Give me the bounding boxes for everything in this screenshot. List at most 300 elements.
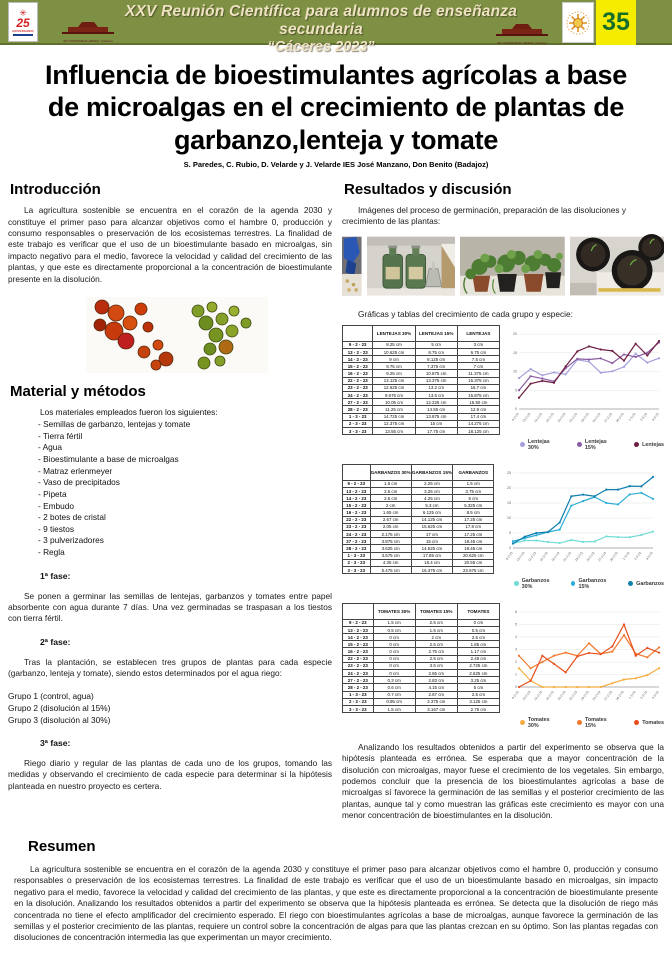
svg-text:24-2-23: 24-2-23 [591, 689, 602, 702]
value-cell: 9 cm [373, 356, 415, 363]
legend-dot-icon [634, 720, 639, 725]
svg-text:13-2-23: 13-2-23 [521, 411, 532, 424]
fase1-heading: 1ª fase: [40, 570, 71, 581]
poster-title-line2: de microalgas en el crecimiento de plantas de [47, 92, 625, 123]
value-cell: 3.5 cm [415, 662, 457, 669]
legend-item [514, 578, 555, 590]
value-cell: 3 cm [457, 341, 499, 348]
value-cell: 5.325 cm [453, 502, 494, 509]
legend-dot-icon [628, 581, 633, 586]
svg-text:22-2-23: 22-2-23 [562, 550, 573, 563]
value-cell: 5 cm [457, 684, 499, 691]
svg-text:16-2-23: 16-2-23 [556, 411, 567, 424]
table-row [343, 559, 494, 566]
value-cell: 1.65 cm [370, 509, 411, 516]
value-cell: 15.625 cm [411, 523, 452, 530]
value-cell: 2.5 cm [370, 495, 411, 502]
tomates-chart [506, 607, 664, 729]
value-cell: 3.167 cm [415, 705, 457, 712]
table-row [343, 670, 500, 677]
value-cell: 12.625 cm [373, 384, 415, 391]
value-cell: 7.375 cm [415, 363, 457, 370]
svg-text:15-2-23: 15-2-23 [544, 411, 555, 424]
value-cell: 10.625 cm [373, 348, 415, 355]
introduccion-text: La agricultura sostenible se encuentra en el corazón de la agenda 2030 y constituye el primer paso para alcanzar objetivos como el hambre 0, producción y consumo responsables o preservación de los ecosistemas terrestres. La finalidad de este trabajo es verificar que el uso de un bioestimulante basado en microalgas, sin impacto negativo para el medio, favorece la velocidad y calidad del crecimiento de las plantas, y que este es directamente proporcional a la concentración de bioestimulante presente en la disolución. [8, 205, 332, 284]
table-row [343, 698, 500, 705]
table-row [343, 363, 500, 370]
growth-data-table [342, 325, 500, 435]
table-header-cell [343, 603, 374, 619]
legend-dot-icon [634, 442, 639, 447]
fase2-text: Tras la plantación, se establecen tres grupos de plantas para cada especie (garbanzo, lenteja y tomate), siendo estos determinados por el agua riego: [8, 656, 332, 679]
date-cell: 15 - 2 - 23 [343, 641, 374, 648]
value-cell: 0.3 cm [373, 677, 415, 684]
value-cell: 4.25 cm [411, 495, 452, 502]
table-row [343, 552, 494, 559]
value-cell: 2.625 cm [457, 670, 499, 677]
svg-text:5: 5 [515, 388, 517, 393]
material-item: - Vaso de precipitados [38, 477, 120, 488]
date-cell: 28 - 2 - 23 [343, 545, 371, 552]
anniversary-bar [13, 34, 33, 36]
left-column [8, 181, 332, 822]
garbanzos-chart [500, 468, 664, 590]
legend-item [577, 439, 618, 451]
groups-list [8, 690, 332, 726]
value-cell: 2.375 cm [415, 698, 457, 705]
material-intro: Los materiales empleados fueron los siguientes: [40, 407, 218, 418]
value-cell: 7 cm [457, 363, 499, 370]
svg-text:3-3-23: 3-3-23 [650, 689, 660, 700]
value-cell: 8.75 cm [415, 348, 457, 355]
value-cell: 13.2 cm [415, 384, 457, 391]
resultados-heading: Resultados y discusión [344, 181, 512, 199]
legend-label: Tomates [642, 719, 664, 726]
value-cell: 5.475 cm [370, 566, 411, 573]
resumen-section [0, 838, 672, 944]
chart-legend [520, 717, 664, 729]
svg-text:23-2-23: 23-2-23 [579, 689, 590, 702]
svg-text:15-2-23: 15-2-23 [544, 689, 555, 702]
svg-text:5: 5 [509, 530, 512, 535]
svg-text:23-2-23: 23-2-23 [579, 411, 590, 424]
svg-text:14-2-23: 14-2-23 [533, 411, 544, 424]
svg-text:24-2-23: 24-2-23 [591, 411, 602, 424]
group-item: Grupo 3 (disolución al 30%) [8, 714, 111, 725]
svg-text:20: 20 [513, 331, 517, 336]
date-cell: 1 - 3 - 23 [343, 552, 371, 559]
table-row [343, 566, 494, 573]
value-cell: 2.725 cm [457, 662, 499, 669]
material-item: - Matraz erlenmeyer [38, 465, 113, 476]
value-cell: 3.75 cm [453, 487, 494, 494]
value-cell: 16.375 cm [411, 566, 452, 573]
date-cell: 15 - 2 - 23 [343, 363, 373, 370]
table-row [343, 341, 500, 348]
value-cell: 14.275 cm [457, 420, 499, 427]
value-cell: 8.25 cm [373, 341, 415, 348]
event-title-line1: XXV Reunión Científica para alumnos de enseñanza secundaria [124, 3, 518, 38]
value-cell: 5.3 cm [411, 502, 452, 509]
value-cell: 16.7 cm [457, 384, 499, 391]
fase3-text: Riego diario y regular de las plantas de cada uno de los grupos, tomando las medidas y observando el crecimiento de cada especie para determinar si la hipótesis planteada en nuestro proyecto es certera. [8, 757, 332, 791]
value-cell: 13.55 cm [373, 427, 415, 434]
value-cell: 0.5 cm [373, 626, 415, 633]
value-cell: 2.45 cm [457, 655, 499, 662]
value-cell: 19.45 cm [453, 545, 494, 552]
legend-item [628, 581, 664, 587]
anniversary-logo [8, 2, 38, 42]
legend-item [571, 578, 612, 590]
date-cell: 13 - 2 - 23 [343, 487, 371, 494]
svg-text:0: 0 [515, 406, 517, 411]
date-cell: 3 - 3 - 23 [343, 705, 374, 712]
value-cell: 17.25 cm [453, 531, 494, 538]
date-cell: 22 - 2 - 23 [343, 377, 373, 384]
table-row [343, 480, 494, 487]
line-chart [506, 607, 664, 711]
date-cell: 14 - 2 - 23 [343, 356, 373, 363]
building-icon [62, 22, 114, 35]
date-cell: 2 - 3 - 23 [343, 698, 374, 705]
material-item: - Embudo [38, 500, 74, 511]
svg-text:24-2-23: 24-2-23 [585, 550, 596, 563]
svg-text:15-2-23: 15-2-23 [539, 550, 550, 563]
date-cell: 16 - 2 - 23 [343, 648, 374, 655]
table-row [343, 427, 500, 434]
svg-text:9-2-23: 9-2-23 [505, 550, 515, 561]
table-row [343, 487, 494, 494]
date-cell: 9 - 2 - 23 [343, 619, 374, 626]
date-cell: 1 - 3 - 23 [343, 691, 374, 698]
fase1-text: Se ponen a germinar las semillas de lentejas, garbanzos y tomates entre papel absorbente con agua durante 7 días. Una vez germinadas se traspasan a los tiestos con tierra fértil. [8, 590, 332, 624]
date-cell: 22 - 2 - 23 [343, 516, 371, 523]
school-logo-left [62, 22, 114, 43]
value-cell: 18.125 cm [457, 427, 499, 434]
date-cell: 27 - 2 - 23 [343, 538, 371, 545]
date-cell: 3 - 3 - 23 [343, 427, 373, 434]
svg-text:6: 6 [515, 609, 517, 614]
value-cell: 0 cm [373, 641, 415, 648]
legend-item [577, 717, 618, 729]
svg-text:28-2-23: 28-2-23 [614, 411, 625, 424]
legend-dot-icon [571, 581, 575, 586]
date-cell: 14 - 2 - 23 [343, 495, 371, 502]
value-cell: 3.875 cm [370, 538, 411, 545]
material-item: - Regla [38, 546, 65, 557]
table-row [343, 509, 494, 516]
svg-text:13-2-23: 13-2-23 [515, 550, 526, 563]
value-cell: 2.67 cm [415, 691, 457, 698]
value-cell: 3.25 cm [457, 677, 499, 684]
value-cell: 1.5 cm [453, 480, 494, 487]
value-cell: 12.9 cm [457, 406, 499, 413]
date-cell: 24 - 2 - 23 [343, 531, 371, 538]
value-cell: 2.5 cm [415, 641, 457, 648]
value-cell: 17.85 cm [411, 552, 452, 559]
process-photos [342, 233, 664, 299]
table-header-cell: TOMATES 15% [415, 603, 457, 619]
resumen-heading: Resumen [28, 837, 96, 855]
poster-title-line3: garbanzo,lenteja y tomate [173, 124, 499, 155]
svg-text:10: 10 [513, 369, 517, 374]
legend-dot-icon [520, 720, 525, 725]
value-cell: 3.575 cm [370, 552, 411, 559]
growth-data-table [342, 603, 500, 713]
legend-dot-icon [514, 581, 518, 586]
svg-text:28-2-23: 28-2-23 [609, 550, 620, 563]
value-cell: 17.4 cm [457, 413, 499, 420]
value-cell: 15.875 cm [457, 392, 499, 399]
poster-title-line1: Influencia de bioestimulantes agrícolas a base [45, 60, 627, 90]
value-cell: 1.17 cm [457, 648, 499, 655]
table-row [343, 348, 500, 355]
table-header-cell: LENTEJAS 30% [373, 325, 415, 341]
value-cell: 2.83 cm [415, 677, 457, 684]
material-item: - 9 tiestos [38, 523, 74, 534]
group-item: Grupo 2 (disolución al 15%) [8, 702, 111, 713]
value-cell: 13.875 cm [415, 413, 457, 420]
value-cell: 2.75 cm [415, 648, 457, 655]
date-cell: 23 - 2 - 23 [343, 662, 374, 669]
photo-pots-top [570, 233, 664, 299]
date-cell: 23 - 2 - 23 [343, 523, 371, 530]
date-cell: 1 - 3 - 23 [343, 413, 373, 420]
value-cell: 2.5 cm [370, 487, 411, 494]
table-row [343, 619, 500, 626]
legend-label: Tomates 30% [527, 716, 550, 729]
value-cell: 17.25 cm [453, 516, 494, 523]
table-header-cell: LENTEJAS 15% [415, 325, 457, 341]
lentejas-row [342, 325, 664, 451]
school-logo-right [496, 24, 548, 45]
table-row [343, 523, 494, 530]
svg-text:5: 5 [515, 622, 517, 627]
table-row [343, 648, 500, 655]
legend-label: Lentejas 15% [584, 438, 607, 451]
value-cell: 18.4 cm [411, 559, 452, 566]
table-row [343, 377, 500, 384]
value-cell: 2.65 cm [415, 670, 457, 677]
table-row [343, 626, 500, 633]
value-cell: 0.7 cm [373, 691, 415, 698]
value-cell: 1.85 cm [457, 641, 499, 648]
value-cell: 15 cm [415, 420, 457, 427]
resumen-text: La agricultura sostenible se encuentra en el corazón de la agenda 2030 y constituye el primer paso para alcanzar objetivos como el hambre 0, producción y consumo responsables o preservación de los ecosistemas terrestres. La finalidad de este trabajo es verificar que el uso de un bioestimulante basado en microalgas, sin impacto negativo para el medio, favorece la velocidad y calidad del crecimiento de las plantas, y que este es directamente proporcional a la concentración de bioestimulante presente en la disolución. Analizando los resultados obtenidos a partir del experimento se observa que la hipótesis planteada es errónea. Se detecta que la disolución de riego más concentrada no tiene el efecto amplificador del crecimiento esperado. El riego con bioestimulantes agrícolas a base de microalgas, aunque favorece la germinación de las semillas y el posterior crecimiento de las plantas, requiere un control sobre la concentración de algas para que las plantas crezcan en su óptimo. Son las plantas regadas con disoluciones de concentración intermedia las que experimentan un mayor crecimiento. [14, 863, 658, 943]
value-cell: 2.175 cm [370, 531, 411, 538]
school-caption: IES "UNIVERSIDAD LABORAL" (Cáceres) [63, 40, 113, 43]
value-cell: 8.5 cm [453, 509, 494, 516]
date-cell: 15 - 2 - 23 [343, 502, 371, 509]
charts-caption: Gráficas y tablas del crecimiento de cada grupo y especie: [358, 308, 573, 319]
value-cell: 1.5 cm [415, 626, 457, 633]
discussion-text: Analizando los resultados obtenidos a partir del experimento se observa que la hipótesis planteada es errónea. Se esperaba que a mayor concentración de la disolución con microalgas, mayor fuese el crecimiento de los vegetales. Sin embargo, podemos concluir que la presencia de los bioestimulantes agrícolas a base de microalgas sí favorece la germinación de las semillas y el posterior crecimiento de las plantas, aunque tal y como muestran las gráficas este crecimiento es mayor con una menor concentración de bioestimulantes en la disolución. [342, 741, 664, 821]
date-cell: 3 - 3 - 23 [343, 566, 371, 573]
photo-germination [342, 233, 362, 299]
value-cell: 2.5 cm [415, 619, 457, 626]
fase2-heading: 2ª fase: [40, 636, 71, 647]
date-cell: 22 - 2 - 23 [343, 655, 374, 662]
legend-item [634, 720, 664, 726]
date-cell: 9 - 2 - 23 [343, 341, 373, 348]
value-cell: 15.375 cm [457, 377, 499, 384]
value-cell: 5 cm [453, 495, 494, 502]
header-banner [0, 0, 672, 55]
date-cell: 24 - 2 - 23 [343, 670, 374, 677]
value-cell: 7.5 cm [457, 356, 499, 363]
value-cell: 2.67 cm [370, 516, 411, 523]
value-cell: 11.375 cm [457, 370, 499, 377]
table-row [343, 420, 500, 427]
table-row [343, 545, 494, 552]
value-cell: 0 cm [373, 648, 415, 655]
legend-label: Lentejas [642, 441, 664, 448]
value-cell: 0 cm [373, 662, 415, 669]
legend-dot-icon [577, 442, 582, 447]
value-cell: 12.375 cm [373, 420, 415, 427]
value-cell: 6.75 cm [457, 348, 499, 355]
value-cell: 10.875 cm [415, 370, 457, 377]
event-title [90, 3, 552, 55]
material-item: - Semillas de garbanzo, lentejas y tomate [38, 419, 191, 430]
date-cell: 28 - 2 - 23 [343, 406, 373, 413]
value-cell: 19.45 cm [453, 538, 494, 545]
microalgae-photo [86, 297, 268, 373]
date-cell: 24 - 2 - 23 [343, 392, 373, 399]
value-cell: 20.625 cm [453, 552, 494, 559]
table-row [343, 495, 494, 502]
svg-text:22-2-23: 22-2-23 [568, 411, 579, 424]
svg-text:3-3-23: 3-3-23 [650, 411, 660, 422]
table-row [343, 502, 494, 509]
svg-text:3: 3 [515, 647, 517, 652]
group-item: Grupo 1 (control, agua) [8, 690, 94, 701]
images-caption: Imágenes del proceso de germinación, preparación de las disoluciones y crecimiento de las plantas: [342, 205, 626, 227]
svg-text:14-2-23: 14-2-23 [533, 689, 544, 702]
value-cell: 13.5 cm [415, 392, 457, 399]
value-cell: 8.125 cm [415, 356, 457, 363]
value-cell: 17 cm [411, 531, 452, 538]
value-cell: 15 cm [411, 538, 452, 545]
value-cell: 4.15 cm [415, 684, 457, 691]
value-cell: 17.8 cm [453, 523, 494, 530]
svg-text:16-2-23: 16-2-23 [550, 550, 561, 563]
material-item: - Agua [38, 442, 62, 453]
svg-text:15: 15 [513, 350, 517, 355]
table-row [343, 356, 500, 363]
value-cell: 0.95 cm [373, 698, 415, 705]
table-header-cell: TOMATES [457, 603, 499, 619]
table-row [343, 516, 494, 523]
value-cell: 6.125 cm [411, 509, 452, 516]
date-cell: 13 - 2 - 23 [343, 626, 374, 633]
table-row [343, 691, 500, 698]
material-item: - 3 pulverizadores [38, 535, 104, 546]
value-cell: 17.75 cm [415, 427, 457, 434]
society-logo [562, 2, 594, 43]
school-caption: IES "UNIVERSIDAD LABORAL" (Cáceres) [497, 42, 547, 45]
value-cell: 1.5 cm [373, 619, 415, 626]
value-cell: 0 cm [373, 655, 415, 662]
date-cell: 27 - 2 - 23 [343, 399, 373, 406]
svg-text:23-2-23: 23-2-23 [574, 550, 585, 563]
svg-text:0: 0 [515, 684, 517, 689]
table-row [343, 413, 500, 420]
svg-text:27-2-23: 27-2-23 [597, 550, 608, 563]
svg-text:16-2-23: 16-2-23 [556, 689, 567, 702]
svg-text:4: 4 [515, 634, 517, 639]
garbanzos-row [342, 464, 664, 590]
lentejas-chart [506, 329, 664, 451]
svg-text:2: 2 [515, 659, 517, 664]
value-cell: 10.05 cm [373, 399, 415, 406]
line-chart [500, 468, 658, 572]
svg-text:15: 15 [507, 500, 512, 505]
line-chart [506, 329, 664, 433]
svg-text:1-3-23: 1-3-23 [622, 550, 631, 561]
table-row [343, 641, 500, 648]
table-row [343, 399, 500, 406]
table-row [343, 392, 500, 399]
lentejas-table [342, 325, 500, 435]
value-cell: 23.675 cm [453, 566, 494, 573]
value-cell: 0 cm [373, 634, 415, 641]
table-header-cell: TOMATES 30% [373, 603, 415, 619]
svg-text:14-2-23: 14-2-23 [527, 550, 538, 563]
table-row [343, 677, 500, 684]
svg-text:2-3-23: 2-3-23 [633, 550, 643, 561]
date-cell: 28 - 2 - 23 [343, 684, 374, 691]
value-cell: 0 cm [457, 619, 499, 626]
value-cell: 1.5 cm [373, 705, 415, 712]
svg-text:3-3-23: 3-3-23 [645, 550, 655, 561]
value-cell: 2 cm [370, 502, 411, 509]
date-cell: 13 - 2 - 23 [343, 348, 373, 355]
table-row [343, 655, 500, 662]
table-row [343, 662, 500, 669]
anniversary-number: 25 [16, 15, 30, 30]
star-icon: ✳ [19, 7, 27, 18]
sun-icon [565, 10, 591, 36]
svg-text:1-3-23: 1-3-23 [627, 411, 637, 422]
value-cell: 2.5 cm [415, 655, 457, 662]
legend-item [634, 442, 664, 448]
table-row [343, 384, 500, 391]
tomates-row [342, 603, 664, 729]
building-icon [496, 24, 548, 37]
svg-text:22-2-23: 22-2-23 [568, 689, 579, 702]
table-row [343, 684, 500, 691]
svg-text:27-2-23: 27-2-23 [603, 689, 614, 702]
value-cell: 3.625 cm [370, 545, 411, 552]
value-cell: 12.225 cm [415, 399, 457, 406]
material-item: - Tierra fértil [38, 430, 83, 441]
value-cell: 2.05 cm [370, 523, 411, 530]
value-cell: 11.25 cm [373, 406, 415, 413]
value-cell: 5 cm [415, 341, 457, 348]
date-cell: 9 - 2 - 23 [343, 480, 371, 487]
table-row [343, 705, 500, 712]
fase3-heading: 3ª fase: [40, 737, 71, 748]
value-cell: 9.25 cm [373, 370, 415, 377]
value-cell: 9.75 cm [373, 363, 415, 370]
value-cell: 0.6 cm [373, 684, 415, 691]
photo-plants [460, 233, 565, 299]
value-cell: 13.375 cm [415, 377, 457, 384]
introduccion-heading: Introducción [10, 181, 101, 199]
legend-label: Garbanzos 15% [578, 577, 607, 590]
value-cell: 0 cm [373, 670, 415, 677]
